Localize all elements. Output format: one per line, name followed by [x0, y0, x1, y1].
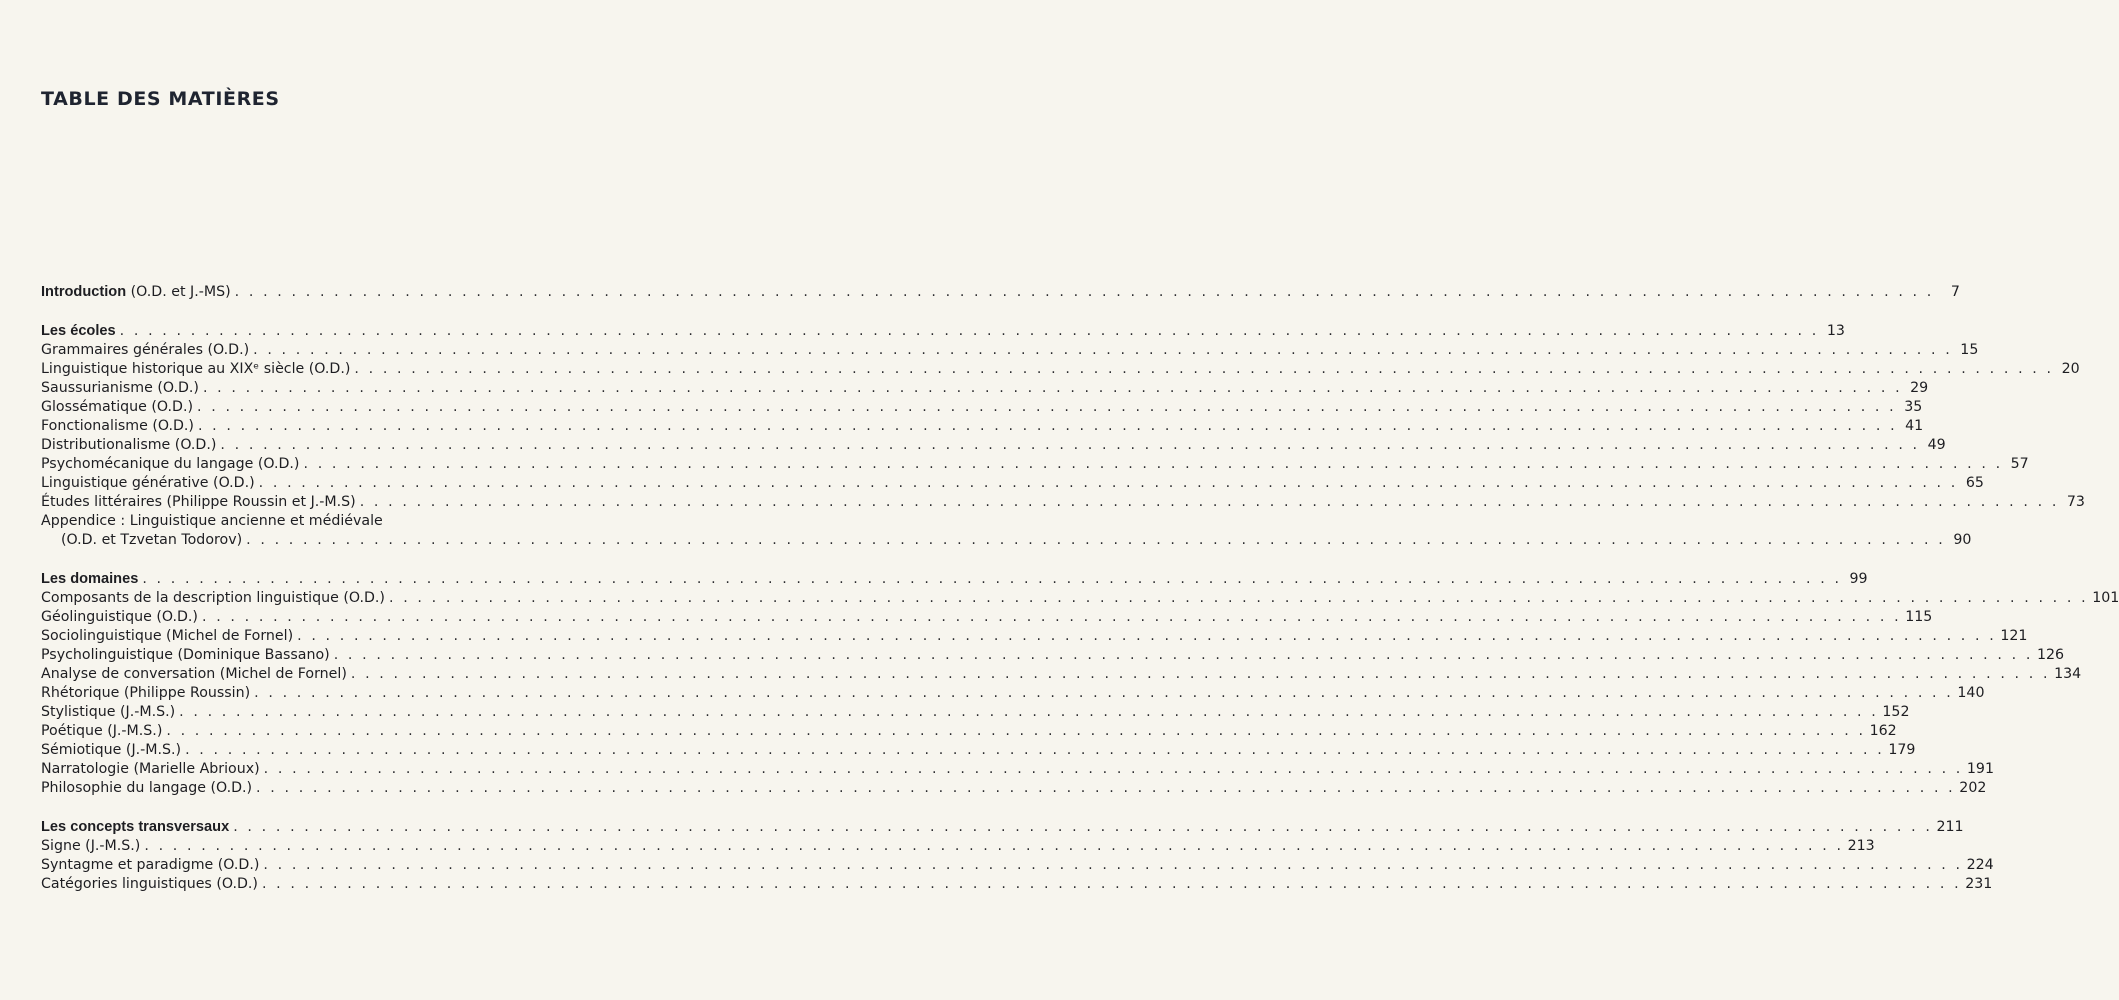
- toc-page-number: 35: [1904, 399, 1923, 415]
- dot-leader: . . . . . . . . . . . . . . . . . . . . . . . . . . . . . . . . . . . . . . . . . . . . . . . . . . . . . . . . . . . . . . . . . . . . . . . . . . . . . . . . . . . . . . . . . . . . . . . . . . . . . . . . . . . . . . . . . . . . . . . .: [119, 323, 1819, 339]
- dot-leader: . . . . . . . . . . . . . . . . . . . . . . . . . . . . . . . . . . . . . . . . . . . . . . . . . . . . . . . . . . . . . . . . . . . . . . . . . . . . . . . . . . . . . . . . . . . . . . . . . . . . . . . . . . . . . . . . . . . . . . . .: [263, 857, 1963, 873]
- dot-leader: . . . . . . . . . . . . . . . . . . . . . . . . . . . . . . . . . . . . . . . . . . . . . . . . . . . . . . . . . . . . . . . . . . . . . . . . . . . . . . . . . . . . . . . . . . . . . . . . . . . . . . . . . . . . . . . . . . . . . . . .: [333, 647, 2033, 663]
- toc-page-number: 213: [1847, 838, 1875, 854]
- toc-page-number: 179: [1888, 742, 1916, 758]
- dot-leader: . . . . . . . . . . . . . . . . . . . . . . . . . . . . . . . . . . . . . . . . . . . . . . . . . . . . . . . . . . . . . . . . . . . . . . . . . . . . . . . . . . . . . . . . . . . . . . . . . . . . . . . . . . . . . . . . . . . . . . . .: [197, 418, 1898, 434]
- dot-leader: . . . . . . . . . . . . . . . . . . . . . . . . . . . . . . . . . . . . . . . . . . . . . . . . . . . . . . . . . . . . . . . . . . . . . . . . . . . . . . . . . . . . . . . . . . . . . . . . . . . . . . . . . . . . . . . . . . . . . . . .: [144, 838, 1844, 854]
- toc-entry: [41, 856, 1994, 875]
- toc-entry: [41, 512, 559, 531]
- toc-page-number: 29: [1910, 380, 1929, 396]
- toc-page-number: 101: [2092, 590, 2119, 606]
- toc-page-number: 126: [2036, 647, 2065, 663]
- dot-leader: . . . . . . . . . . . . . . . . . . . . . . . . . . . . . . . . . . . . . . . . . . . . . . . . . . . . . . . . . . . . . . . . . . . . . . . . . . . . . . . . . . . . . . . . . . . . . . . . . . . . . . . . . . . . . . . . . . . . . . . .: [202, 380, 1903, 396]
- toc-section: [41, 322, 2085, 550]
- toc-entry-label: Fonctionalisme (O.D.): [41, 418, 194, 434]
- dot-leader: . . . . . . . . . . . . . . . . . . . . . . . . . . . . . . . . . . . . . . . . . . . . . . . . . . . . . . . . . . . . . . . . . . . . . . . . . . . . . . . . . . . . . . . . . . . . . . . . . . . . . . . . . . . . . . . . . . . . . . . .: [263, 761, 1963, 777]
- toc-entry-label: Rhétorique (Philippe Roussin): [41, 685, 251, 701]
- toc-section: [41, 283, 1960, 302]
- section-title: Les domaines: [41, 571, 139, 587]
- toc-page-number: 20: [2061, 361, 2080, 377]
- toc-entry-label: Psychomécanique du langage (O.D.): [41, 456, 300, 472]
- page-title: TABLE DES MATIÈRES: [41, 88, 280, 110]
- toc-entry: [41, 531, 1972, 550]
- toc-entry: [41, 741, 1916, 760]
- toc-page-number: 115: [1905, 609, 1933, 625]
- dot-leader: . . . . . . . . . . . . . . . . . . . . . . . . . . . . . . . . . . . . . . . . . . . . . . . . . . . . . . . . . . . . . . . . . . . . . . . . . . . . . . . . . . . . . . . . . . . . . . . . . . . . . . . . . . . . . . . . . . . . . . . .: [246, 532, 1946, 548]
- toc-entry-label: Linguistique historique au XIXᵉ siècle (O.D.): [41, 361, 351, 377]
- toc-entry: [41, 341, 1979, 360]
- dot-leader: . . . . . . . . . . . . . . . . . . . . . . . . . . . . . . . . . . . . . . . . . . . . . . . . . . . . . . . . . . . . . . . . . . . . . . . . . . . . . . . . . . . . . . . . . . . . . . . . . . . . . . . . . . . . . . . . . . . . . . . .: [253, 342, 1953, 358]
- toc-entry-label: Analyse de conversation (Michel de Fornel): [41, 666, 347, 682]
- toc-entry: [41, 646, 2065, 665]
- toc-entry: [41, 875, 1993, 894]
- dot-leader: . . . . . . . . . . . . . . . . . . . . . . . . . . . . . . . . . . . . . . . . . . . . . . . . . . . . . . . . . . . . . . . . . . . . . . . . . . . . . . . . . . . . . . . . . . . . . . . . . . . . . . . . . . . . . . . . . . . . . . . .: [350, 666, 2051, 682]
- dot-leader: . . . . . . . . . . . . . . . . . . . . . . . . . . . . . . . . . . . . . . . . . . . . . . . . . . . . . . . . . . . . . . . . . . . . . . . . . . . . . . . . . . . . . . . . . . . . . . . . . . . . . . . . . . . . . . . . . . . . . . . .: [261, 876, 1962, 892]
- toc-entry-label: Narratologie (Marielle Abrioux): [41, 761, 260, 777]
- toc-page-number: 162: [1869, 723, 1897, 739]
- toc-entry: [41, 436, 1946, 455]
- toc-page-number: 13: [1826, 323, 1845, 339]
- toc-entry-label: Grammaires générales (O.D.): [41, 342, 250, 358]
- toc-entry: [41, 474, 1984, 493]
- dot-leader: . . . . . . . . . . . . . . . . . . . . . . . . . . . . . . . . . . . . . . . . . . . . . . . . . . . . . . . . . . . . . . . . . . . . . . . . . . . . . . . . . . . . . . . . . . . . . . . . . . . . . . . . . . . . . . . . . . . . . . . .: [185, 742, 1885, 758]
- toc-entry: [41, 455, 2029, 474]
- section-title: Introduction: [41, 284, 127, 300]
- dot-leader: . . . . . . . . . . . . . . . . . . . . . . . . . . . . . . . . . . . . . . . . . . . . . . . . . . . . . . . . . . . . . . . . . . . . . . . . . . . . . . . . . . . . . . . . . . . . . . . . . . . . . . . . . . . . . . . . . . . . . . . .: [220, 437, 1920, 453]
- toc-entry: [41, 684, 1985, 703]
- section-author: (O.D. et J.-MS): [126, 284, 231, 300]
- toc-entry-label: Stylistique (J.-M.S.): [41, 704, 176, 720]
- toc-page-number: 41: [1905, 418, 1924, 434]
- toc-entry-label: [41, 818, 229, 837]
- toc-entry-label: Glossématique (O.D.): [41, 399, 193, 415]
- toc-page-number: 231: [1965, 876, 1993, 892]
- toc-page-number: 57: [2010, 456, 2029, 472]
- dot-leader: . . . . . . . . . . . . . . . . . . . . . . . . . . . . . . . . . . . . . . . . . . . . . . . . . . . . . . . . . . . . . . . . . . . . . . . . . . . . . . . . . . . . . . . . . . . . . . . . . . . . . . . . . . . . . . . . . . . . . . . .: [256, 780, 1956, 796]
- toc-section: [41, 570, 2119, 798]
- toc-section-heading: [41, 818, 1964, 837]
- toc-page-number: 73: [2066, 494, 2085, 510]
- dot-leader: . . . . . . . . . . . . . . . . . . . . . . . . . . . . . . . . . . . . . . . . . . . . . . . . . . . . . . . . . . . . . . . . . . . . . . . . . . . . . . . . . . . . . . . . . . . . . . . . . . . . . . . . . . . . . . . . . . . . . . . .: [297, 628, 1997, 644]
- toc-entry-label: [41, 283, 231, 302]
- toc-entry-label: Géolinguistique (O.D.): [41, 609, 198, 625]
- toc-entry-label: Composants de la description linguistique (O.D.): [41, 590, 385, 606]
- toc-entry-label: Signe (J.-M.S.): [41, 838, 141, 854]
- toc-page-number: 90: [1953, 532, 1972, 548]
- toc-entry: [41, 837, 1875, 856]
- toc-entry: [41, 627, 2028, 646]
- toc-entry: [41, 360, 2080, 379]
- toc-section-heading: [41, 283, 1960, 302]
- toc-page-number: 134: [2054, 666, 2082, 682]
- toc-page-number: 65: [1965, 475, 1984, 491]
- section-title: Les concepts transversaux: [41, 819, 230, 835]
- dot-leader: . . . . . . . . . . . . . . . . . . . . . . . . . . . . . . . . . . . . . . . . . . . . . . . . . . . . . . . . . . . . . . . . . . . . . . . . . . . . . . . . . . . . . . . . . . . . . . . . . . . . . . . . . . . . . . . . . . . . . . . .: [197, 399, 1897, 415]
- dot-leader: . . . . . . . . . . . . . . . . . . . . . . . . . . . . . . . . . . . . . . . . . . . . . . . . . . . . . . . . . . . . . . . . . . . . . . . . . . . . . . . . . . . . . . . . . . . . . . . . . . . . . . . . . . . . . . . . . . . . . . . .: [179, 704, 1879, 720]
- toc-entry: [41, 760, 1994, 779]
- toc-entry-label: Sémiotique (J.-M.S.): [41, 742, 182, 758]
- toc-entry-label: Catégories linguistiques (O.D.): [41, 876, 258, 892]
- toc-entry: [41, 398, 1923, 417]
- toc-entry-label: [41, 322, 116, 341]
- dot-leader: . . . . . . . . . . . . . . . . . . . . . . . . . . . . . . . . . . . . . . . . . . . . . . . . . . . . . . . . . . . . . . . . . . . . . . . . . . . . . . . . . . . . . . . . . . . . . . . . . . . . . . . . . . . . . . . . . . . . . . . .: [201, 609, 1902, 625]
- toc-page-number: 224: [1966, 857, 1994, 873]
- section-title: Les écoles: [41, 323, 116, 339]
- toc-entry: [41, 493, 2085, 512]
- toc-entry-label: Sociolinguistique (Michel de Fornel): [41, 628, 294, 644]
- toc-entry: [41, 703, 1910, 722]
- toc-entry: [41, 379, 1929, 398]
- toc-page-number: 191: [1966, 761, 1994, 777]
- toc-entry-label: Syntagme et paradigme (O.D.): [41, 857, 260, 873]
- toc-entry-label: Poétique (J.-M.S.): [41, 723, 163, 739]
- dot-leader: . . . . . . . . . . . . . . . . . . . . . . . . . . . . . . . . . . . . . . . . . . . . . . . . . . . . . . . . . . . . . . . . . . . . . . . . . . . . . . . . . . . . . . . . . . . . . . . . . . . . . . . . . . . . . . . . . . . . . . . .: [234, 284, 1934, 300]
- toc-entry-label: Appendice : Linguistique ancienne et médiévale: [41, 513, 383, 529]
- toc-page-number: 99: [1849, 571, 1868, 587]
- dot-leader: . . . . . . . . . . . . . . . . . . . . . . . . . . . . . . . . . . . . . . . . . . . . . . . . . . . . . . . . . . . . . . . . . . . . . . . . . . . . . . . . . . . . . . . . . . . . . . . . . . . . . . . . . . . . . . . . . . . . . . . .: [303, 456, 2003, 472]
- toc-entry: [41, 608, 1933, 627]
- toc-page-number: 152: [1882, 704, 1910, 720]
- toc-page-number: 7: [1950, 284, 1960, 300]
- toc-entry: [41, 417, 1924, 436]
- toc-entry-label: Linguistique générative (O.D.): [41, 475, 255, 491]
- toc-entry: [41, 589, 2119, 608]
- dot-leader: . . . . . . . . . . . . . . . . . . . . . . . . . . . . . . . . . . . . . . . . . . . . . . . . . . . . . . . . . . . . . . . . . . . . . . . . . . . . . . . . . . . . . . . . . . . . . . . . . . . . . . . . . . . . . . . . . . . . . . . .: [359, 494, 2059, 510]
- table-of-contents: [41, 283, 2119, 894]
- toc-entry: [41, 779, 1987, 798]
- toc-section-heading: [41, 322, 1845, 341]
- toc-entry-label: (O.D. et Tzvetan Todorov): [61, 532, 243, 548]
- toc-page-number: 202: [1959, 780, 1987, 796]
- dot-leader: . . . . . . . . . . . . . . . . . . . . . . . . . . . . . . . . . . . . . . . . . . . . . . . . . . . . . . . . . . . . . . . . . . . . . . . . . . . . . . . . . . . . . . . . . . . . . . . . . . . . . . . . . . . . . . . . . . . . . . . .: [254, 685, 1954, 701]
- toc-section: [41, 818, 1994, 894]
- toc-entry: [41, 722, 1897, 741]
- dot-leader: . . . . . . . . . . . . . . . . . . . . . . . . . . . . . . . . . . . . . . . . . . . . . . . . . . . . . . . . . . . . . . . . . . . . . . . . . . . . . . . . . . . . . . . . . . . . . . . . . . . . . . . . . . . . . . . . . . . . . . . .: [166, 723, 1866, 739]
- toc-entry-label: Psycholinguistique (Dominique Bassano): [41, 647, 330, 663]
- toc-entry: [41, 665, 2082, 684]
- toc-entry-label: Études littéraires (Philippe Roussin et J.-M.S): [41, 494, 356, 510]
- toc-section-heading: [41, 570, 1868, 589]
- dot-leader: . . . . . . . . . . . . . . . . . . . . . . . . . . . . . . . . . . . . . . . . . . . . . . . . . . . . . . . . . . . . . . . . . . . . . . . . . . . . . . . . . . . . . . . . . . . . . . . . . . . . . . . . . . . . . . . . . . . . . . . .: [354, 361, 2054, 377]
- toc-page-number: 121: [2000, 628, 2028, 644]
- toc-page-number: 211: [1936, 819, 1964, 835]
- dot-leader: . . . . . . . . . . . . . . . . . . . . . . . . . . . . . . . . . . . . . . . . . . . . . . . . . . . . . . . . . . . . . . . . . . . . . . . . . . . . . . . . . . . . . . . . . . . . . . . . . . . . . . . . . . . . . . . . . . . . . . . .: [258, 475, 1958, 491]
- dot-leader: . . . . . . . . . . . . . . . . . . . . . . . . . . . . . . . . . . . . . . . . . . . . . . . . . . . . . . . . . . . . . . . . . . . . . . . . . . . . . . . . . . . . . . . . . . . . . . . . . . . . . . . . . . . . . . . . . . . . . . . .: [233, 819, 1933, 835]
- toc-page-number: 49: [1927, 437, 1946, 453]
- toc-page-number: 15: [1960, 342, 1979, 358]
- toc-page-number: 140: [1957, 685, 1985, 701]
- toc-entry-label: [41, 570, 138, 589]
- toc-entry-label: Distributionalisme (O.D.): [41, 437, 217, 453]
- toc-entry-label: Saussurianisme (O.D.): [41, 380, 199, 396]
- dot-leader: . . . . . . . . . . . . . . . . . . . . . . . . . . . . . . . . . . . . . . . . . . . . . . . . . . . . . . . . . . . . . . . . . . . . . . . . . . . . . . . . . . . . . . . . . . . . . . . . . . . . . . . . . . . . . . . . . . . . . . . .: [388, 590, 2089, 606]
- dot-leader: . . . . . . . . . . . . . . . . . . . . . . . . . . . . . . . . . . . . . . . . . . . . . . . . . . . . . . . . . . . . . . . . . . . . . . . . . . . . . . . . . . . . . . . . . . . . . . . . . . . . . . . . . . . . . . . . . . . . . . . .: [142, 571, 1842, 587]
- toc-entry-label: Philosophie du langage (O.D.): [41, 780, 253, 796]
